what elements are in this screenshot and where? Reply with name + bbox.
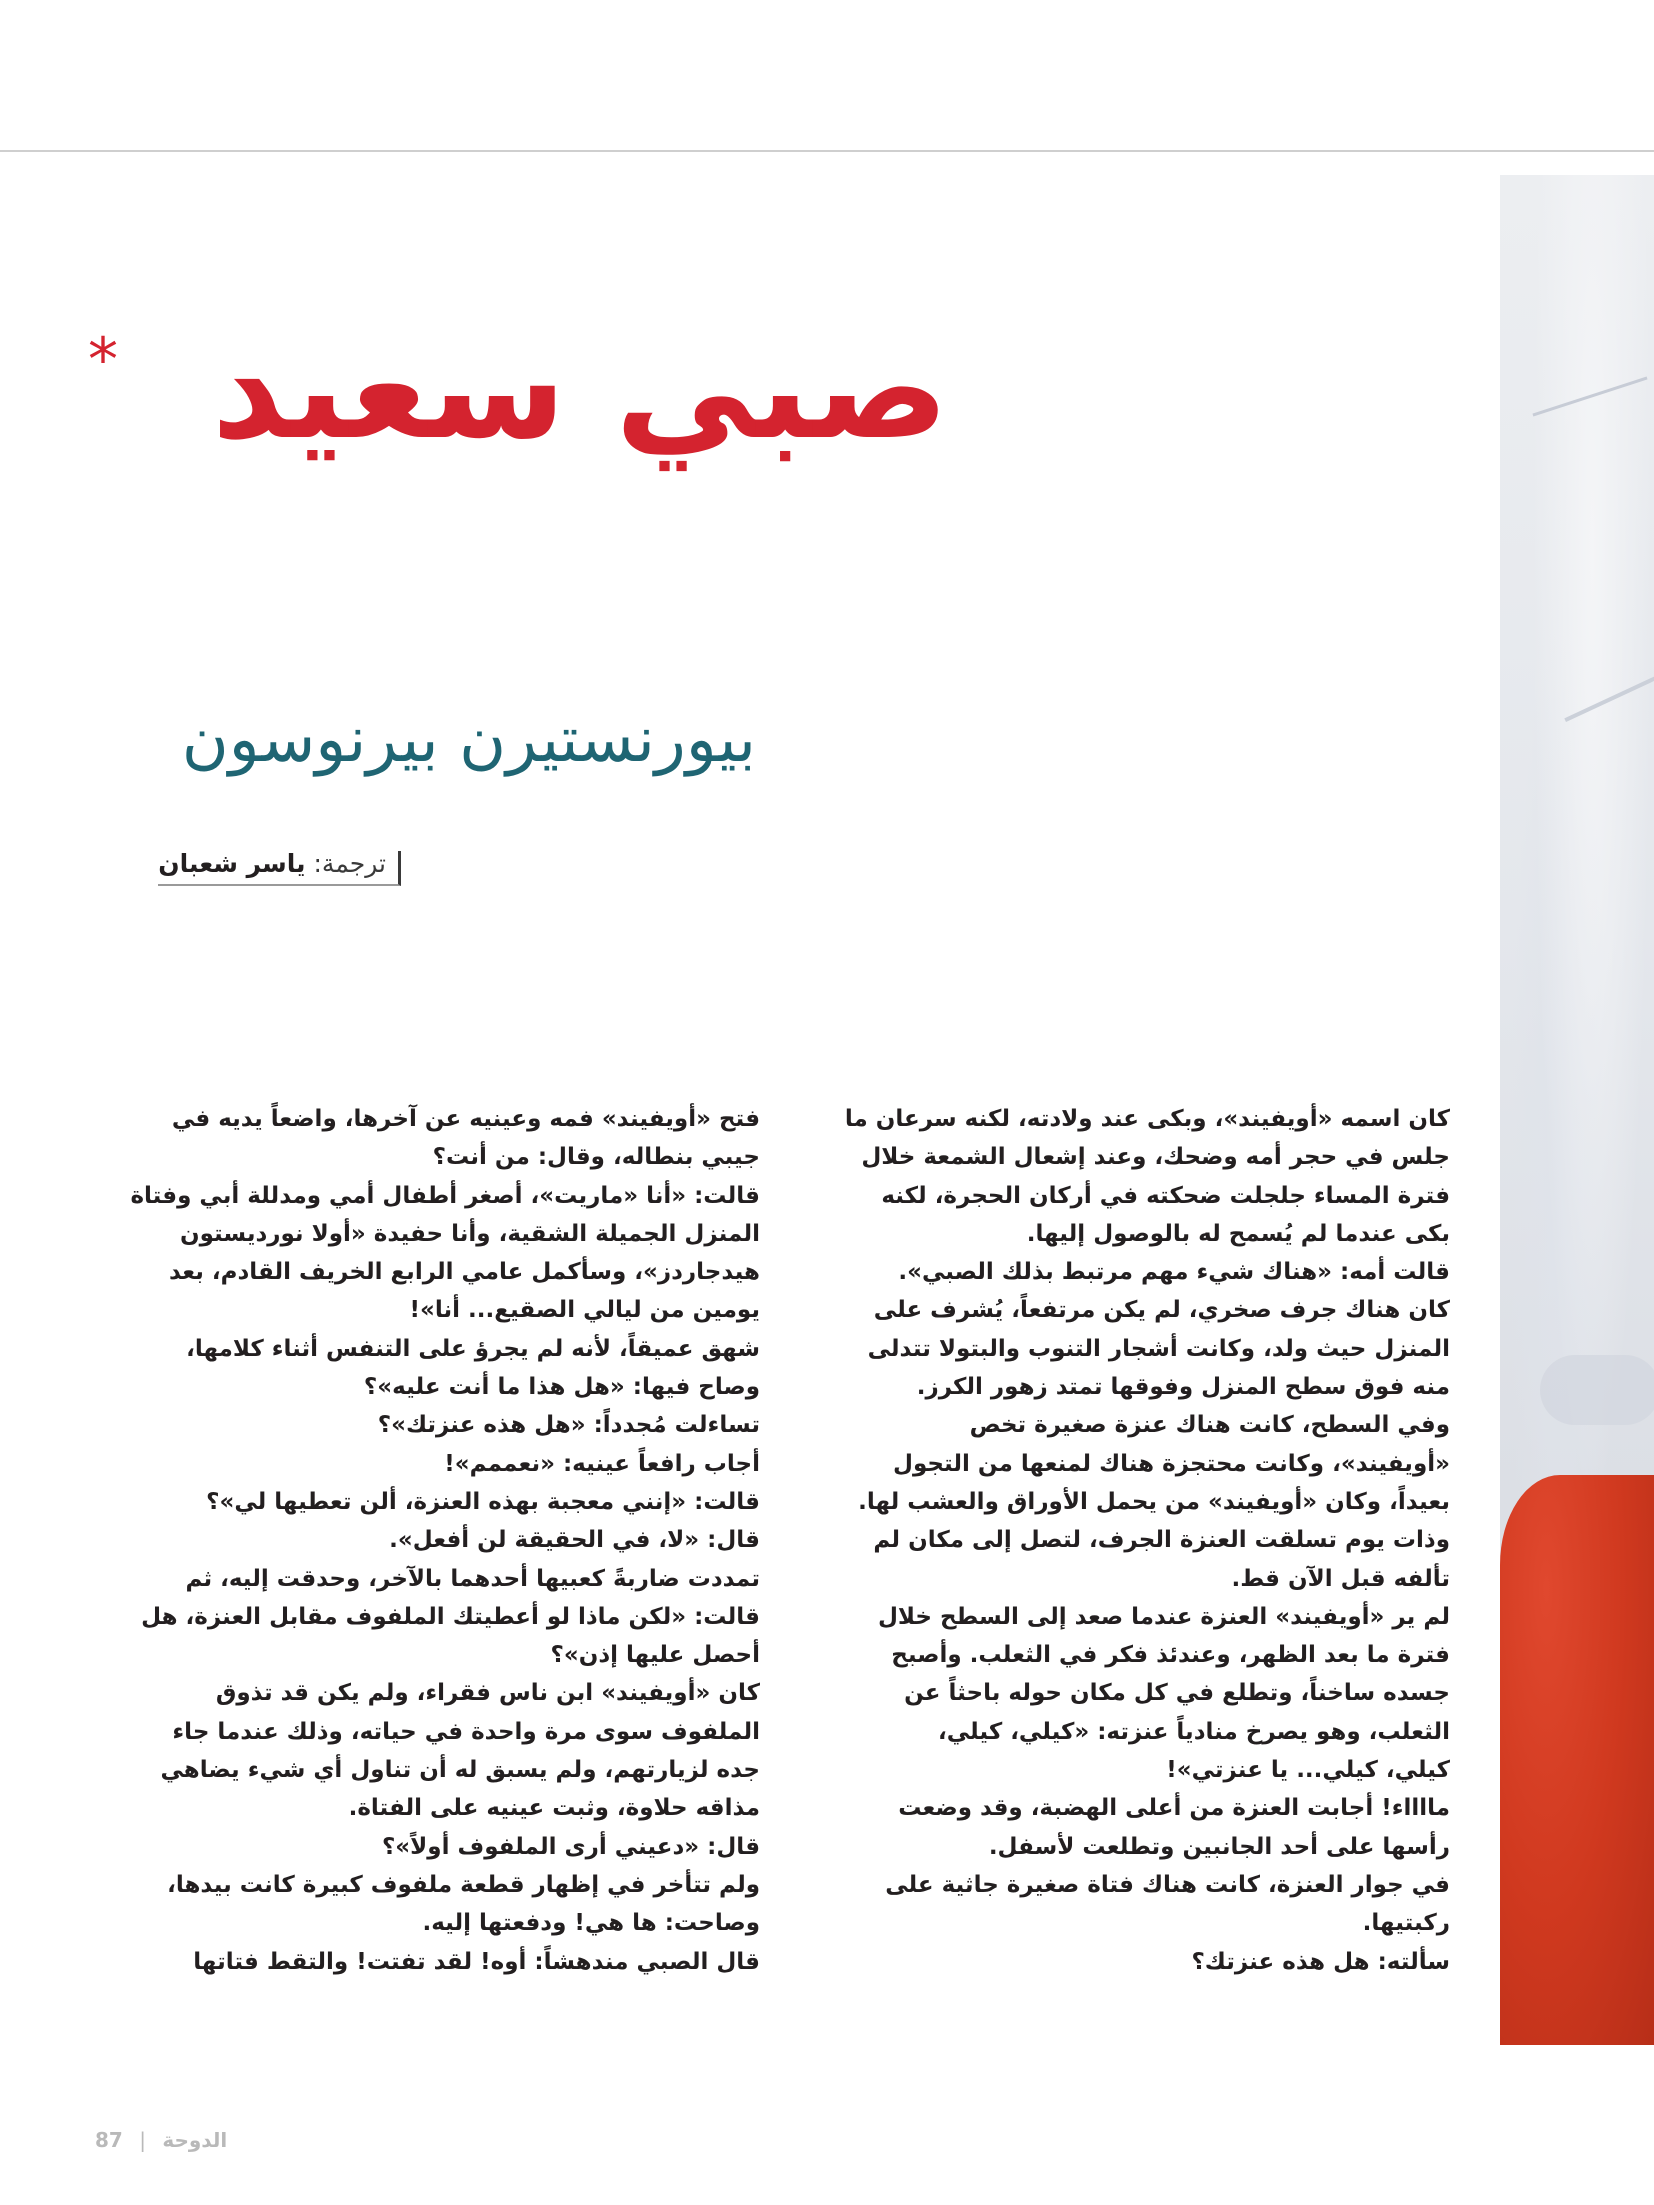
text-line: فترة ما بعد الظهر، وعندئذ فكر في الثعلب. وأصبح (891, 1642, 1450, 1669)
brush-stroke (1540, 1355, 1654, 1425)
text-line: كيلي، كيلي... يا عنزتي»! (1166, 1757, 1450, 1784)
text-line: بكى عندما لم يُسمح له بالوصول إليها. (1026, 1220, 1450, 1247)
text-line: فتح «أويفيند» فمه وعينيه عن آخرها، واضعاً يديه في (171, 1106, 760, 1132)
cover-painting (1500, 175, 1654, 2045)
text-line: يومين من ليالي الصقيع... أنا»! (409, 1297, 760, 1324)
text-column-right (800, 1100, 1450, 1981)
text-line: قالت: «لكن ماذا لو أعطيتك الملفوف مقابل العنزة، هل (141, 1603, 760, 1630)
text-line: الثعلب، وهو يصرخ منادياً عنزته: «كيلي، كيلي، (938, 1718, 1450, 1745)
brush-stroke (1532, 377, 1647, 417)
text-line: شهق عميقاً، لأنه لم يجرؤ على التنفس أثناء كلامها، (186, 1335, 760, 1362)
text-line: مااااء! أجابت العنزة من أعلى الهضبة، وقد وضعت (898, 1795, 1450, 1822)
text-line: قالت أمه: «هناك شيء مهم مرتبط بذلك الصبي». (898, 1259, 1450, 1286)
text-line: جلس في حجر أمه وضحك، وعند إشعال الشمعة خلال (861, 1144, 1450, 1171)
text-line: كان اسمه «أويفيند»، وبكى عند ولادته، لكنه سرعان ما (844, 1106, 1450, 1132)
text-line: في جوار العنزة، كانت هناك فتاة صغيرة جاثية على (885, 1871, 1450, 1898)
text-line: تألفه قبل الآن قط. (1231, 1565, 1450, 1592)
article-title: صبي سعيد (211, 308, 949, 471)
text-line: قال: «دعيني أرى الملفوف أولاً»؟ (381, 1833, 760, 1860)
text-line: ولم تتأخر في إظهار قطعة ملفوف كبيرة كانت بيدها، (167, 1871, 760, 1898)
text-line: منه فوق سطح المنزل وفوقها تمتد زهور الكرز. (916, 1374, 1450, 1401)
text-line: تساءلت مُجدداً: «هل هذه عنزتك»؟ (377, 1412, 760, 1439)
top-rule (0, 150, 1654, 152)
text-line: وصاحت: ها هي! ودفعتها إليه. (422, 1910, 760, 1937)
text-line: وفي السطح، كانت هناك عنزة صغيرة تخص (969, 1412, 1450, 1439)
text-line: جسده ساخناً، وتطلع في كل مكان حوله باحثاً عن (904, 1680, 1450, 1707)
text-line: هيدجاردز»، وسأكمل عامي الرابع الخريف القادم، بعد (169, 1259, 760, 1286)
text-line: لم ير «أويفيند» العنزة عندما صعد إلى السطح خلال (877, 1603, 1450, 1630)
text-line: فترة المساء جلجلت ضحكته في أركان الحجرة، لكنه (881, 1182, 1450, 1209)
text-line: رأسها على أحد الجانبين وتطلعت لأسفل. (988, 1833, 1450, 1860)
text-column-left (110, 1100, 760, 1981)
text-line: سألته: هل هذه عنزتك؟ (1191, 1948, 1450, 1975)
text-line: جده لزيارتهم، ولم يسبق له أن تناول أي شيء يضاهي (160, 1757, 760, 1784)
text-line: المنزل الجميلة الشقية، وأنا حفيدة «أولا نورديستون (179, 1220, 760, 1247)
text-line: الملفوف سوى مرة واحدة في حياته، وذلك عندما جاء (172, 1718, 760, 1745)
text-line: قالت: «أنا «ماريت»، أصغر أطفال أمي ومدللة أبي وفتاة (130, 1182, 760, 1209)
title-asterisk: * (88, 325, 118, 395)
page-footer (95, 2130, 227, 2150)
text-line: قال الصبي مندهشاً: أوه! لقد تفتت! والتقط فتاتها (193, 1948, 760, 1975)
text-line: المنزل حيث ولد، وكانت أشجار التنوب والبتولا تتدلى (867, 1335, 1450, 1362)
translator-credit (158, 851, 401, 886)
text-line: قالت: «إنني معجبة بهذه العنزة، ألن تعطيها لي»؟ (206, 1488, 760, 1515)
magazine-name: الدوحة (162, 2128, 228, 2152)
red-paint-area (1500, 1475, 1654, 2045)
text-line: جيبي بنطاله، وقال: من أنت؟ (432, 1144, 760, 1171)
text-line: «أويفيند»، وكانت محتجزة هناك لمنعها من التجول (893, 1450, 1450, 1477)
text-line: بعيداً، وكان «أويفيند» من يحمل الأوراق والعشب لها. (858, 1488, 1450, 1515)
text-line: أجاب رافعاً عينيه: «نعممم»! (444, 1450, 760, 1477)
brush-stroke (1564, 672, 1654, 722)
text-line: وذات يوم تسلقت العنزة الجرف، لتصل إلى مكان لم (873, 1527, 1450, 1554)
page-number: 87 (95, 2128, 123, 2152)
footer-separator: | (139, 2128, 146, 2152)
text-line: كان هناك جرف صخري، لم يكن مرتفعاً، يُشرف على (873, 1297, 1450, 1324)
text-line: كان «أويفيند» ابن ناس فقراء، ولم يكن قد تذوق (215, 1680, 760, 1707)
translator-name: ياسر شعبان (158, 849, 306, 878)
text-line: ركبتيها. (1362, 1910, 1450, 1937)
text-line: تمددت ضاربةً كعبيها أحدهما بالآخر، وحدقت إليه، ثم (185, 1565, 760, 1592)
text-line: قال: «لا، في الحقيقة لن أفعل». (389, 1527, 760, 1554)
author-name: بيورنستيرن بيرنوسون (181, 703, 756, 777)
text-line: مذاقه حلاوة، وثبت عينيه على الفتاة. (348, 1795, 760, 1822)
text-line: أحصل عليها إذن»؟ (550, 1642, 760, 1669)
translator-label: ترجمة: (313, 849, 386, 878)
text-line: وصاح فيها: «هل هذا ما أنت عليه»؟ (363, 1374, 760, 1401)
